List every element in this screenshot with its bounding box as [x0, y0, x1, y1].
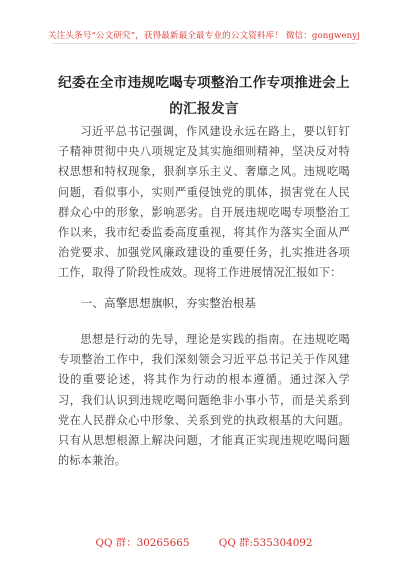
section-heading-1: 一、高擎思想旗帜，夯实整治根基 — [80, 296, 257, 310]
header-divider — [52, 43, 357, 44]
paragraph-intro: 习近平总书记强调，作风建设永远在路上，要以钉钉子精神贯彻中央八项规定及其实施细则精神，坚决反对特权思想和特权现象，狠刹享乐主义、奢靡之风。违规吃喝问题，看似事小，实则严重侵蚀党的肌体，损害党在人民群众心中的形象，影响恶劣。自开展违规吃喝专项整治工作以来，我市纪委监委高度重视，将其作为落实全面从严治党要求、加强党风廉政建设的重要任务，扎实推进各项工作，取得了阶段性成效。现将工作进展情况汇报如下： — [58, 125, 350, 280]
header-banner: 关注头条号“公文研究”，获得最新最全最专业的公文资料库！ 微信：gongwenyj — [47, 31, 361, 41]
footer-qq-group-1: QQ 群：30265665 — [95, 537, 190, 549]
footer-qq-group-2: QQ 群:535304092 — [218, 537, 313, 549]
footer-contact — [0, 534, 408, 549]
paragraph-section-1: 思想是行动的先导，理论是实践的指南。在违规吃喝专项整治工作中，我们深刻领会习近平总书记关于作风建设的重要论述，将其作为行动的根本遵循。通过深入学习，我们认识到违规吃喝问题绝非小事小节，而是关系到党在人民群众心中形象、关系到党的执政根基的大问题。只有从思想根源上解决问题，才能真正实现违规吃喝问题的标本兼治。 — [58, 333, 350, 468]
document-title: 纪委在全市违规吃喝专项整治工作专项推进会上的汇报发言 — [58, 75, 350, 117]
